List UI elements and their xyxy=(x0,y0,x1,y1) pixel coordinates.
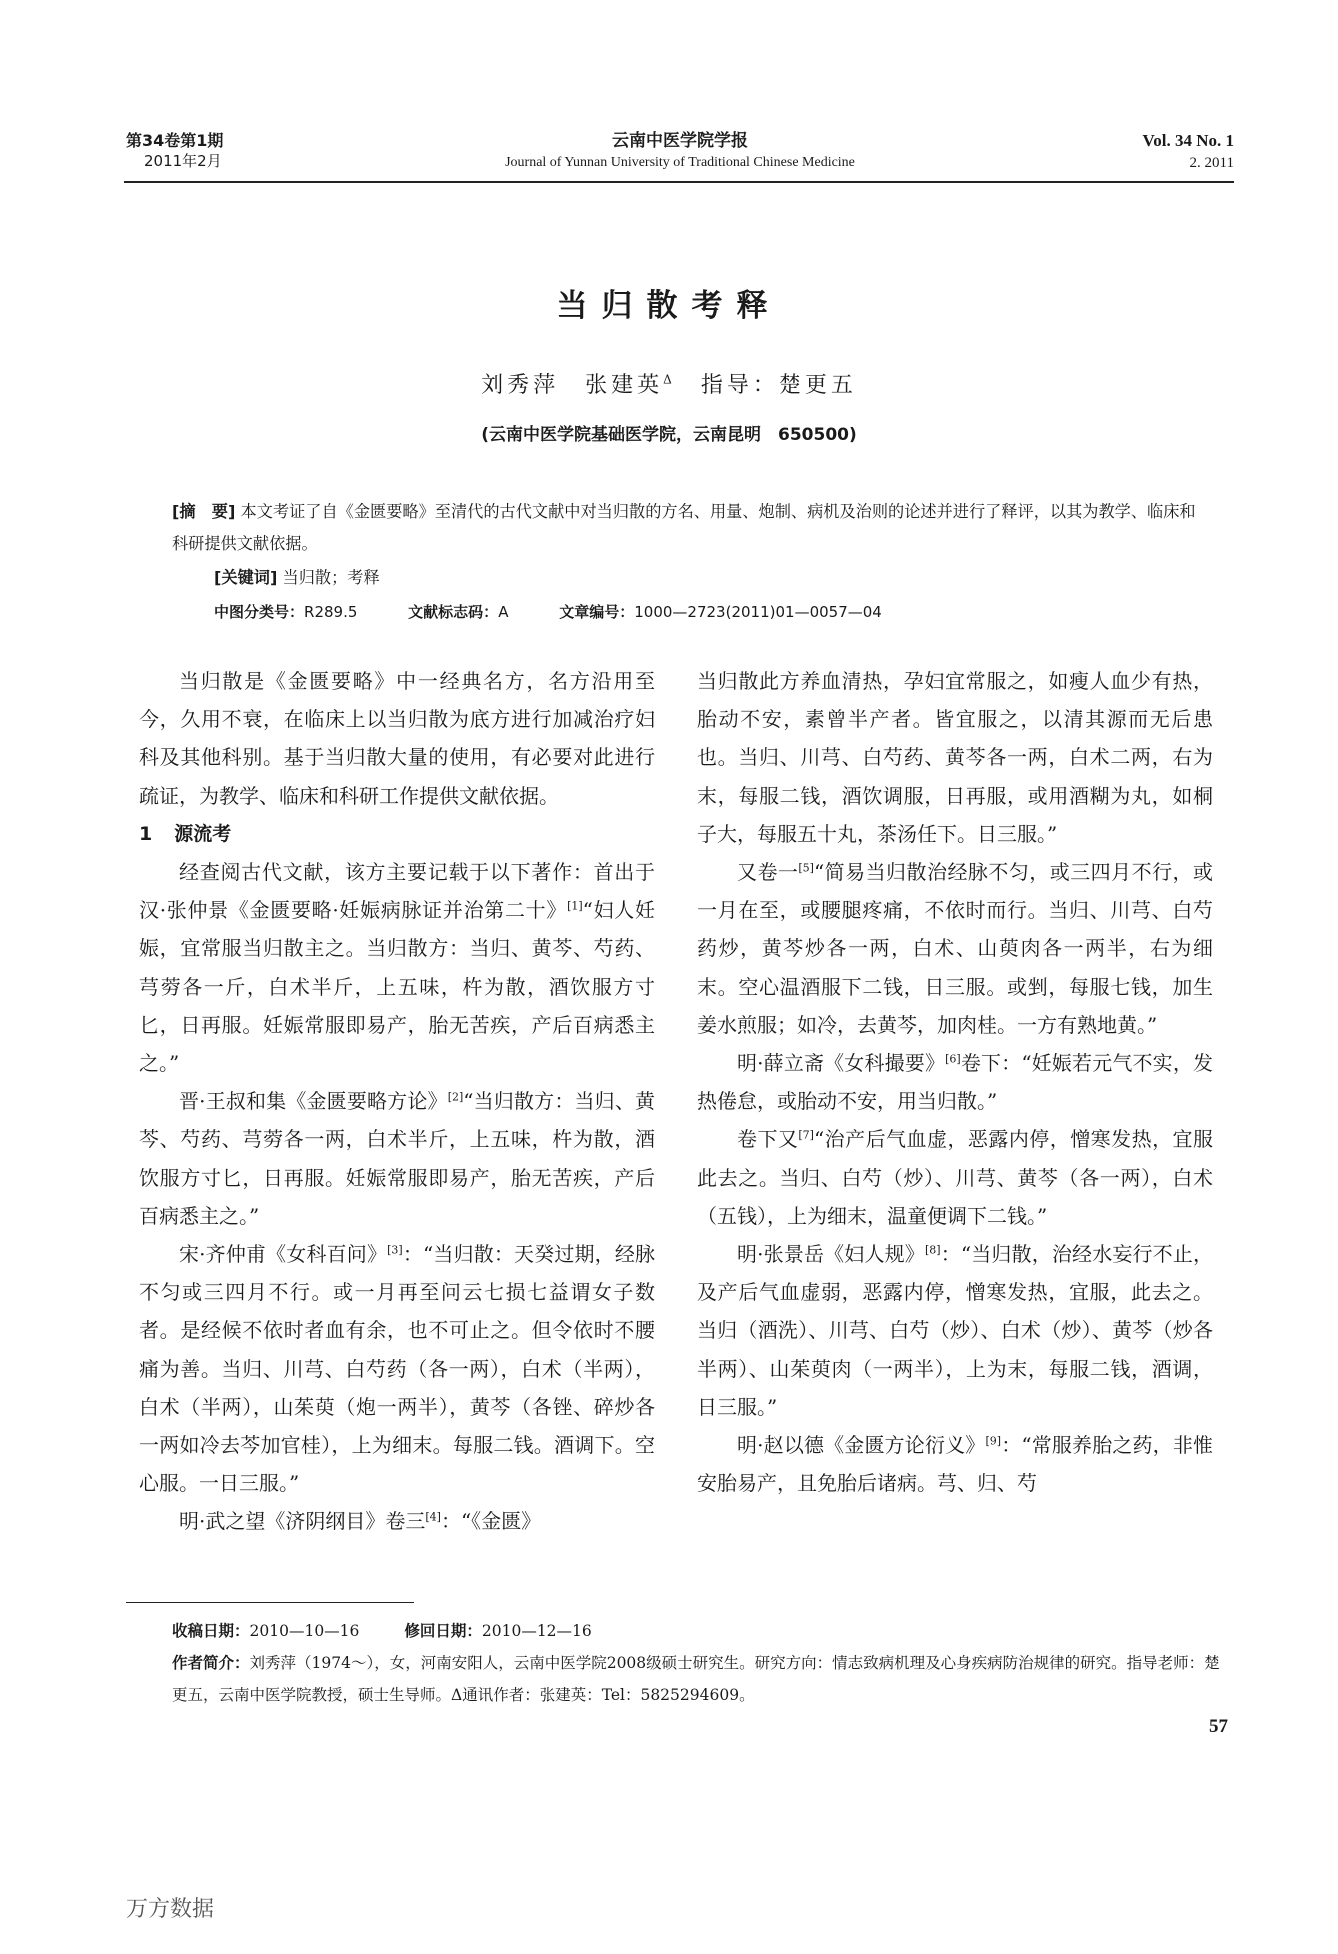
revised-label: 修回日期： xyxy=(404,1622,482,1640)
citation-ref: [1] xyxy=(567,899,583,913)
paragraph xyxy=(697,1235,1213,1426)
section-number: 1 xyxy=(139,822,153,845)
paragraph-text: 明·张景岳《妇人规》 xyxy=(737,1242,925,1267)
header-date-en: 2. 2011 xyxy=(1189,155,1234,171)
citation-ref: [8] xyxy=(924,1243,941,1257)
header-volume-en xyxy=(1143,130,1234,174)
affiliation: (云南中医学院基础医学院，云南昆明 650500) xyxy=(481,425,857,445)
paragraph-text: 明·赵以德《金匮方论衍义》 xyxy=(737,1433,986,1458)
keywords xyxy=(214,562,380,594)
journal-name-en: Journal of Yunnan University of Traditional Chinese Medicine xyxy=(505,155,855,170)
journal-name-cn: 云南中医学院学报 xyxy=(612,131,748,151)
article-id-label: 文章编号： xyxy=(559,603,635,621)
paragraph-text: 宋·齐仲甫《女科百问》 xyxy=(179,1242,388,1267)
paragraph-text: 晋·王叔和集《金匮要略方论》 xyxy=(179,1089,448,1114)
clc-label: 中图分类号： xyxy=(214,603,305,621)
paragraph xyxy=(139,1502,655,1540)
bio-label: 作者简介： xyxy=(172,1654,250,1672)
advisor: 指导：楚更五 xyxy=(700,373,857,398)
citation-ref: [5] xyxy=(798,861,814,875)
classification-line xyxy=(214,596,928,628)
page-number: 57 xyxy=(1209,1716,1228,1737)
received-label: 收稿日期： xyxy=(172,1622,250,1640)
paragraph-text: “治产后气血虚，恶露内停，憎寒发热，宜服此去之。当归、白芍（炒）、川芎、黄芩（各一两），白术（五钱），上为细末，温童便调下二钱。” xyxy=(697,1127,1213,1228)
paragraph-text: ：“当归散，治经水妄行不止，及产后气血虚弱，恶露内停，憎寒发热，宜服，此去之。当归（酒洗）、川芎、白芍（炒）、白术（炒）、黄芩（炒各半两）、山茱萸肉（一两半），上为末，每服二钱，酒调，日三服。” xyxy=(697,1242,1213,1419)
citation-ref: [4] xyxy=(425,1510,441,1524)
bio-text: 刘秀萍（1974～），女，河南安阳人，云南中医学院2008级硕士研究生。研究方向：情志致病机理及心身疾病防治规律的研究。指导老师：楚更五，云南中医学院教授，硕士生导师。Δ通讯作者：张建英：Tel：5825294609。 xyxy=(172,1654,1220,1704)
paragraph xyxy=(697,1426,1213,1502)
doc-code-value: A xyxy=(498,603,509,621)
keywords-label: [关键词] xyxy=(214,568,278,587)
body-column-left xyxy=(139,662,655,1541)
clc-value: R289.5 xyxy=(304,603,358,621)
article-title: 当归散考释 xyxy=(556,288,782,324)
paragraph-text: 明·武之望《济阴纲目》卷三 xyxy=(179,1509,426,1534)
footnote-bio xyxy=(172,1647,1232,1711)
keywords-text: 当归散；考释 xyxy=(282,568,380,587)
intro-paragraph: 当归散是《金匮要略》中一经典名方，名方沿用至今，久用不衰，在临床上以当归散为底方进行加减治疗妇科及其他科别。基于当归散大量的使用，有必要对此进行疏证，为教学、临床和科研工作提供文献依据。 xyxy=(139,669,655,808)
header-date-cn: 2011年2月 xyxy=(144,152,222,170)
paragraph xyxy=(697,1044,1213,1120)
citation-ref: [7] xyxy=(798,1128,814,1142)
footnote xyxy=(172,1615,1232,1711)
footnote-dates xyxy=(172,1615,1232,1647)
paragraph xyxy=(697,853,1213,1044)
citation-ref: [3] xyxy=(387,1243,403,1257)
paragraph xyxy=(139,853,655,1082)
paragraph-text: ：“当归散：天癸过期，经脉不匀或三四月不行。或一月再至问云七损七益谓女子数者。是经候不依时者血有余，也不可止之。但令依时不腰痛为善。当归、川芎、白芍药（各一两），白术（半两），白术（半两），山茱萸（炮一两半），黄芩（各锉、碎炒各一两如冷去芩加官桂），上为细末。每服二钱。酒调下。空心服。一日三服。” xyxy=(139,1242,655,1496)
header-volume-cn: 第34卷第1期 xyxy=(126,131,224,150)
paragraph-text: 卷下又 xyxy=(737,1127,799,1152)
paragraph-text: “简易当归散治经脉不匀，或三四月不行，或一月在至，或腰腿疼痛，不依时而行。当归、川芎、白芍药炒，黄芩炒各一两，白术、山萸肉各一两半，右为细末。空心温酒服下二钱，日三服。或剉，每服七钱，加生姜水煎服；如冷，去黄芩，加肉桂。一方有熟地黄。” xyxy=(697,860,1213,1037)
paragraph xyxy=(139,1235,655,1502)
paragraph-text: 经查阅古代文献，该方主要记载于以下著作：首出于汉·张仲景《金匮要略·妊娠病脉证并治第二十》 xyxy=(139,860,655,923)
corresponding-mark: Δ xyxy=(663,372,672,387)
footnote-rule xyxy=(126,1602,414,1603)
paragraph xyxy=(139,1082,655,1235)
header-vol-no: Vol. 34 No. 1 xyxy=(1142,131,1234,150)
paragraph-text: 又卷一 xyxy=(737,860,799,885)
citation-ref: [6] xyxy=(945,1052,961,1066)
paragraph-text: ：“《金匮》 xyxy=(440,1509,542,1534)
revised-date: 2010—12—16 xyxy=(481,1622,592,1640)
abstract-text: 本文考证了自《金匮要略》至清代的古代文献中对当归散的方名、用量、炮制、病机及治则的论述并进行了释评，以其为教学、临床和科研提供文献依据。 xyxy=(172,502,1196,553)
citation-ref: [2] xyxy=(447,1090,464,1104)
header-volume-issue xyxy=(126,130,223,172)
abstract xyxy=(172,496,1200,560)
author-line xyxy=(0,368,1338,399)
paragraph-text: “妇人妊娠，宜常服当归散主之。当归散方：当归、黄芩、芍药、芎䓖各一斤，白术半斤，上五味，杵为散，酒饮服方寸匕，日再服。妊娠常服即易产，胎无苦疾，产后百病悉主之。” xyxy=(139,898,655,1076)
article-id-value: 1000—2723(2011)01—0057—04 xyxy=(634,603,882,621)
paragraph-text: 卷下：“妊娠若元气不实，发热倦怠，或胎动不安，用当归散。” xyxy=(697,1051,1213,1114)
section-title: 源流考 xyxy=(174,822,232,845)
paragraph-continued: 当归散此方养血清热，孕妇宜常服之，如瘦人血少有热，胎动不安，素曾半产者。皆宜服之，以清其源而无后患也。当归、川芎、白芍药、黄芩各一两，白术二两，右为末，每服二钱，酒饮调服，日再服，或用酒糊为丸，如桐子大，每服五十丸，茶汤任下。日三服。” xyxy=(697,669,1213,846)
author-names: 刘秀萍 张建英 xyxy=(481,373,664,398)
body-column-right xyxy=(697,662,1213,1502)
received-date: 2010—10—16 xyxy=(249,1622,360,1640)
paragraph xyxy=(697,1120,1213,1235)
citation-ref: [9] xyxy=(985,1434,1002,1448)
section-heading xyxy=(139,815,655,853)
paragraph-text: “当归散方：当归、黄芩、芍药、芎䓖各一两，白术半斤，上五味，杵为散，酒饮服方寸匕，日再服。妊娠常服即易产，胎无苦疾，产后百病悉主之。” xyxy=(139,1089,655,1228)
paragraph-text: 明·薛立斋《女科撮要》 xyxy=(737,1051,946,1076)
doc-code-label: 文献标志码： xyxy=(408,603,499,621)
abstract-label: [摘 要] xyxy=(172,502,236,521)
header-rule xyxy=(124,181,1234,183)
header-journal xyxy=(420,130,940,174)
watermark: 万方数据 xyxy=(126,1897,215,1922)
paragraph-text: ：“常服养胎之药，非惟安胎易产，且免胎后诸病。芎、归、芍 xyxy=(697,1433,1214,1496)
